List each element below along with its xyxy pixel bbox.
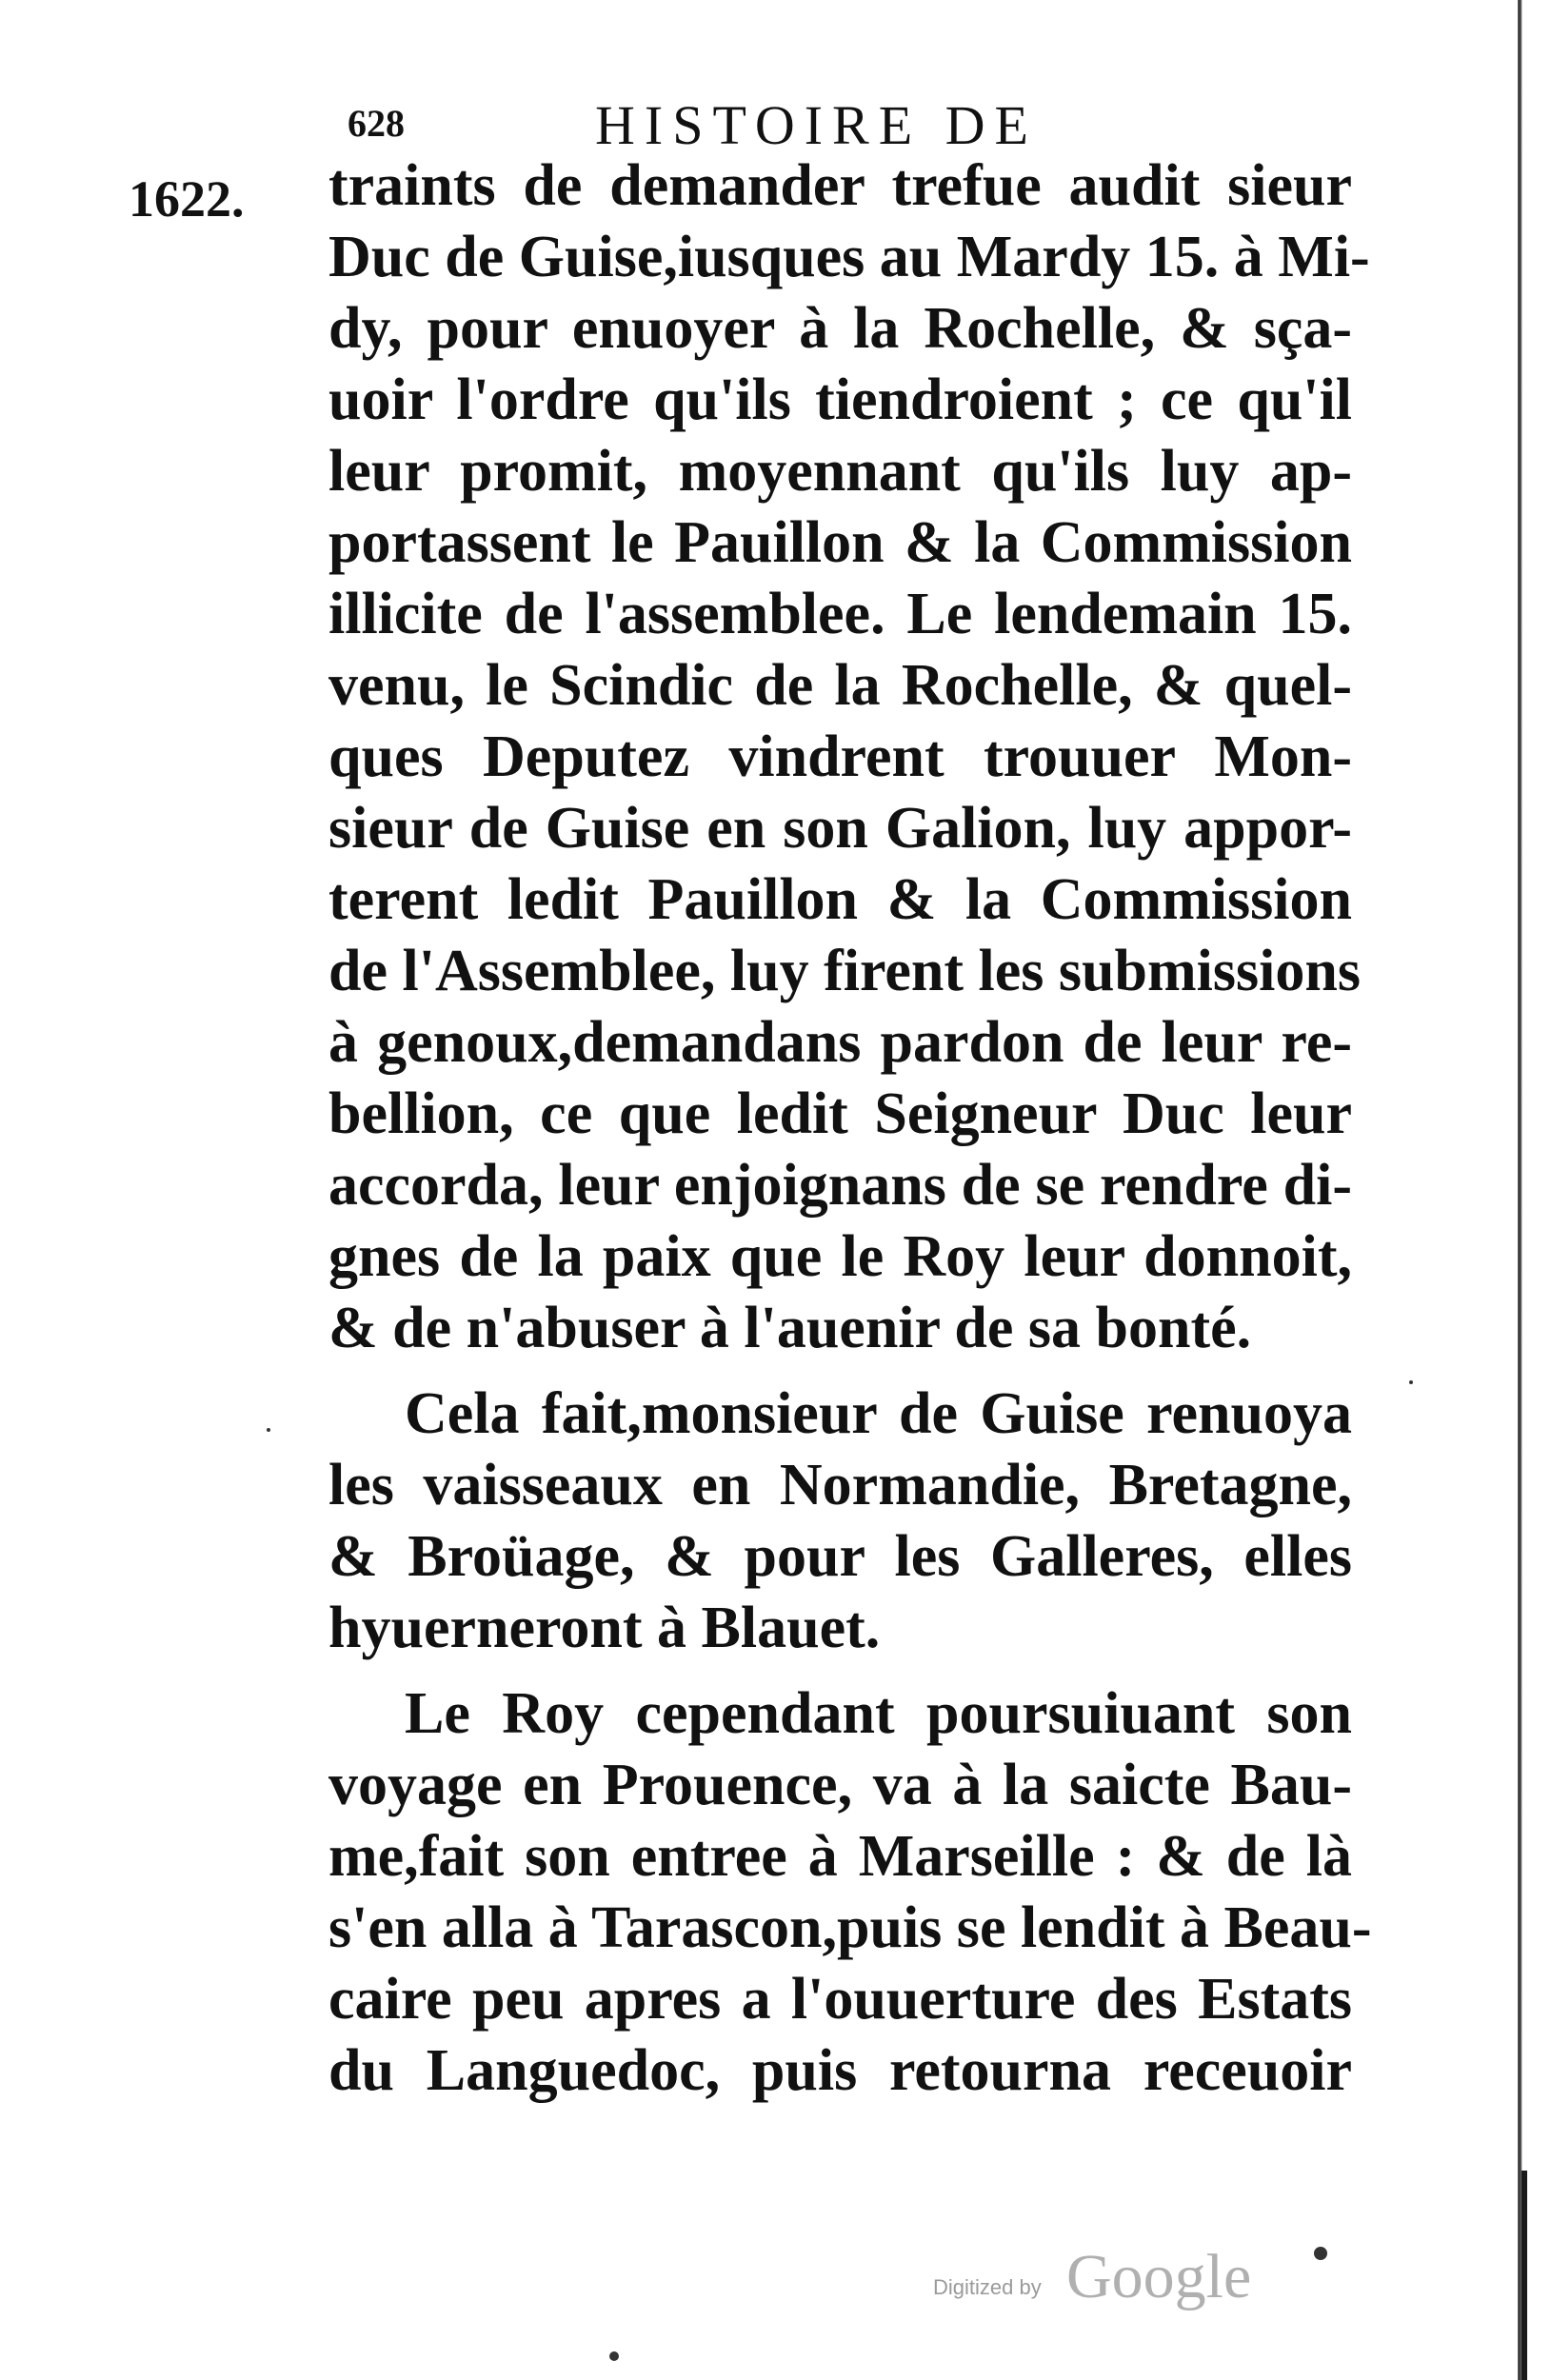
ink-speck <box>609 2351 619 2361</box>
ink-speck <box>1314 2247 1327 2260</box>
digitized-label: Digitized by <box>933 2275 1042 2299</box>
page-edge-shadow-lower <box>1521 2171 1527 2380</box>
text-line: Duc de Guise,iusques au Mardy 15. à Mi- <box>328 225 1370 289</box>
text-line: de l'Assemblee, luy firent les submissions <box>328 939 1361 1003</box>
paragraph-start-line: Cela fait,monsieur de Guise renuoya <box>405 1381 1352 1446</box>
paragraph-start-line: Le Roy cependant poursuiuant son <box>405 1681 1352 1746</box>
text-line: ques Deputez vindrent trouuer Mon- <box>328 724 1352 789</box>
body-text <box>328 150 1372 2107</box>
text-line: caire peu apres a l'ouuerture des Estats <box>328 1967 1352 2032</box>
text-line: les vaisseaux en Normandie, Bretagne, <box>328 1453 1352 1517</box>
text-line: leur promit, moyennant qu'ils luy ap- <box>328 439 1352 504</box>
digitized-watermark <box>924 2237 1257 2313</box>
text-line: traints de demander trefue audit sieur <box>328 153 1352 218</box>
text-line: me,fait son entree à Marseille : & de là <box>328 1824 1352 1889</box>
text-line: dy, pour enuoyer à la Rochelle, & sça- <box>328 296 1352 361</box>
margin-year-note: 1622. <box>129 170 245 228</box>
text-line: portassent le Pauillon & la Commission <box>328 510 1352 575</box>
text-line: du Languedoc, puis retourna receuoir <box>328 2038 1352 2103</box>
text-line: s'en alla à Tarascon,puis se lendit à Beau- <box>328 1895 1372 1960</box>
text-line: illicite de l'assemblee. Le lendemain 15. <box>328 582 1352 646</box>
text-line: uoir l'ordre qu'ils tiendroient ; ce qu'il <box>328 367 1352 432</box>
running-head: HISTOIRE DE <box>595 94 1038 156</box>
text-line: hyuerneront à Blauet. <box>328 1596 881 1660</box>
text-line: & de n'abuser à l'auenir de sa bonté. <box>328 1296 1252 1360</box>
page-edge-shadow <box>1518 0 1522 2380</box>
text-line: accorda, leur enjoignans de se rendre di- <box>328 1153 1352 1218</box>
ink-speck <box>1409 1380 1413 1384</box>
text-line: venu, le Scindic de la Rochelle, & quel- <box>328 653 1352 718</box>
text-line: bellion, ce que ledit Seigneur Duc leur <box>328 1081 1352 1146</box>
text-line: terent ledit Pauillon & la Commission <box>328 867 1352 932</box>
ink-speck <box>267 1428 270 1432</box>
text-line: sieur de Guise en son Galion, luy appor- <box>328 796 1352 861</box>
google-logo: Google <box>1066 2242 1252 2311</box>
text-line: & Broüage, & pour les Galleres, elles <box>328 1524 1352 1589</box>
text-line: voyage en Prouence, va à la saicte Bau- <box>328 1753 1352 1817</box>
text-line: à genoux,demandans pardon de leur re- <box>328 1010 1352 1075</box>
page-number: 628 <box>348 102 405 145</box>
text-line: gnes de la paix que le Roy leur donnoit, <box>328 1224 1352 1289</box>
